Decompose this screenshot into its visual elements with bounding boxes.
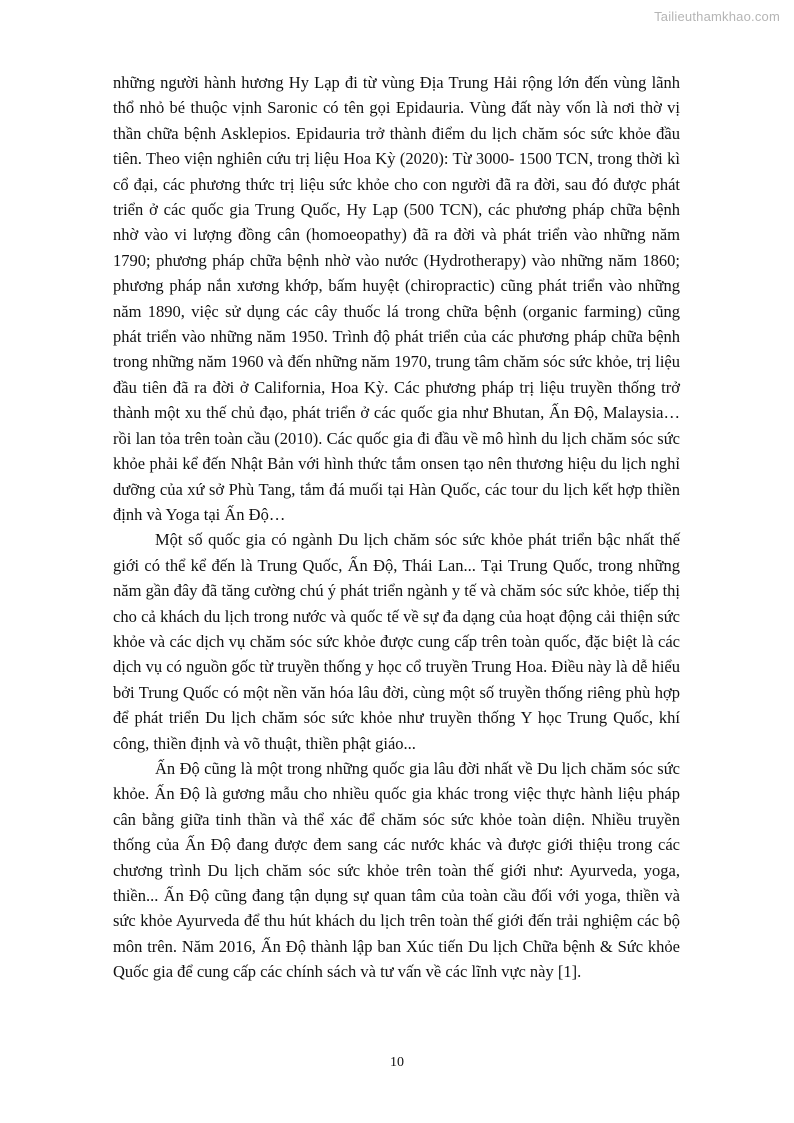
paragraph: Ấn Độ cũng là một trong những quốc gia lâu đời nhất về Du lịch chăm sóc sức khỏe. Ấn Độ là gương mẫu cho nhiều quốc gia khác trong việc thực hành liệu pháp cân bằng giữa tinh thần và thể xác để chăm sóc sức khỏe toàn diện. Nhiều truyền thống của Ấn Độ đang được đem sang các nước khác và được giới thiệu trong các chương trình Du lịch chăm sóc sức khỏe trên toàn thế giới như: Ayurveda, yoga, thiền... Ấn Độ cũng đang tận dụng sự quan tâm của toàn cầu đối với yoga, thiền và sức khỏe Ayurveda để thu hút khách du lịch trên toàn thế giới đến trải nghiệm các bộ môn trên. Năm 2016, Ấn Độ thành lập ban Xúc tiến Du lịch Chữa bệnh & Sức khỏe Quốc gia để cung cấp các chính sách và tư vấn về các lĩnh vực này [1]. (113, 758, 680, 982)
page-number: 10 (390, 1055, 404, 1070)
paragraph: Một số quốc gia có ngành Du lịch chăm sóc sức khỏe phát triển bậc nhất thế giới có thể kể đến là Trung Quốc, Ấn Độ, Thái Lan... Tại Trung Quốc, trong những năm gần đây đã tăng cường chú ý phát triển ngành y tế và chăm sóc sức khỏe, tiếp thị cho cả khách du lịch trong nước và quốc tế về sự đa dạng của hoạt động cải thiện sức khỏe và các dịch vụ chăm sóc sức khỏe được cung cấp trên toàn quốc, đặc biệt là các dịch vụ có nguồn gốc từ truyền thống y học cổ truyền Trung Hoa. Điều này là dễ hiểu bởi Trung Quốc có một nền văn hóa lâu đời, cùng một số truyền thống riêng phù hợp để phát triển Du lịch chăm sóc sức khỏe như truyền thống Y học Trung Quốc, khí công, thiền định và võ thuật, thiền phật giáo... (113, 530, 680, 753)
page-content (113, 70, 680, 985)
watermark: Tailieuthamkhao.com (654, 9, 780, 24)
paragraph: những người hành hương Hy Lạp đi từ vùng Địa Trung Hải rộng lớn đến vùng lãnh thổ nhỏ bé thuộc vịnh Saronic có tên gọi Epidauria. Vùng đất này vốn là nơi thờ vị thần chữa bệnh Asklepios. Epidauria trở thành điểm du lịch chăm sóc sức khỏe đầu tiên. Theo viện nghiên cứu trị liệu Hoa Kỳ (2020): Từ 3000- 1500 TCN, trong thời kì cổ đại, các phương thức trị liệu sức khỏe cho con người đã ra đời, sau đó được phát triển ở các quốc gia Trung Quốc, Hy Lạp (500 TCN), các phương pháp chữa bệnh nhờ vào vi lượng đồng cân (homoeopathy) đã ra đời và phát triển vào những năm 1790; phương pháp chữa bệnh nhờ vào nước (Hydrotherapy) vào những năm 1860; phương pháp nắn xương khớp, bấm huyệt (chiropractic) cũng phát triển vào những năm 1890, việc sử dụng các cây thuốc lá trong chữa bệnh (organic farming) cũng phát triển vào những năm 1950. Trình độ phát triển của các phương pháp chữa bệnh trong những năm 1960 và đến những năm 1970, trung tâm chăm sóc sức khỏe, trị liệu đầu tiên đã ra đời ở California, Hoa Kỳ. Các phương pháp trị liệu truyền thống trở thành một xu thế chủ đạo, phát triển ở các quốc gia như Bhutan, Ấn Độ, Malaysia… rồi lan tỏa trên toàn cầu (2010). Các quốc gia đi đầu về mô hình du lịch chăm sóc sức khỏe phải kể đến Nhật Bản với hình thức tắm onsen tạo nên thương hiệu du lịch nghỉ dưỡng của xứ sở Phù Tang, tắm đá muối tại Hàn Quốc, các tour du lịch kết hợp thiền định và Yoga tại Ấn Độ… (113, 73, 680, 524)
